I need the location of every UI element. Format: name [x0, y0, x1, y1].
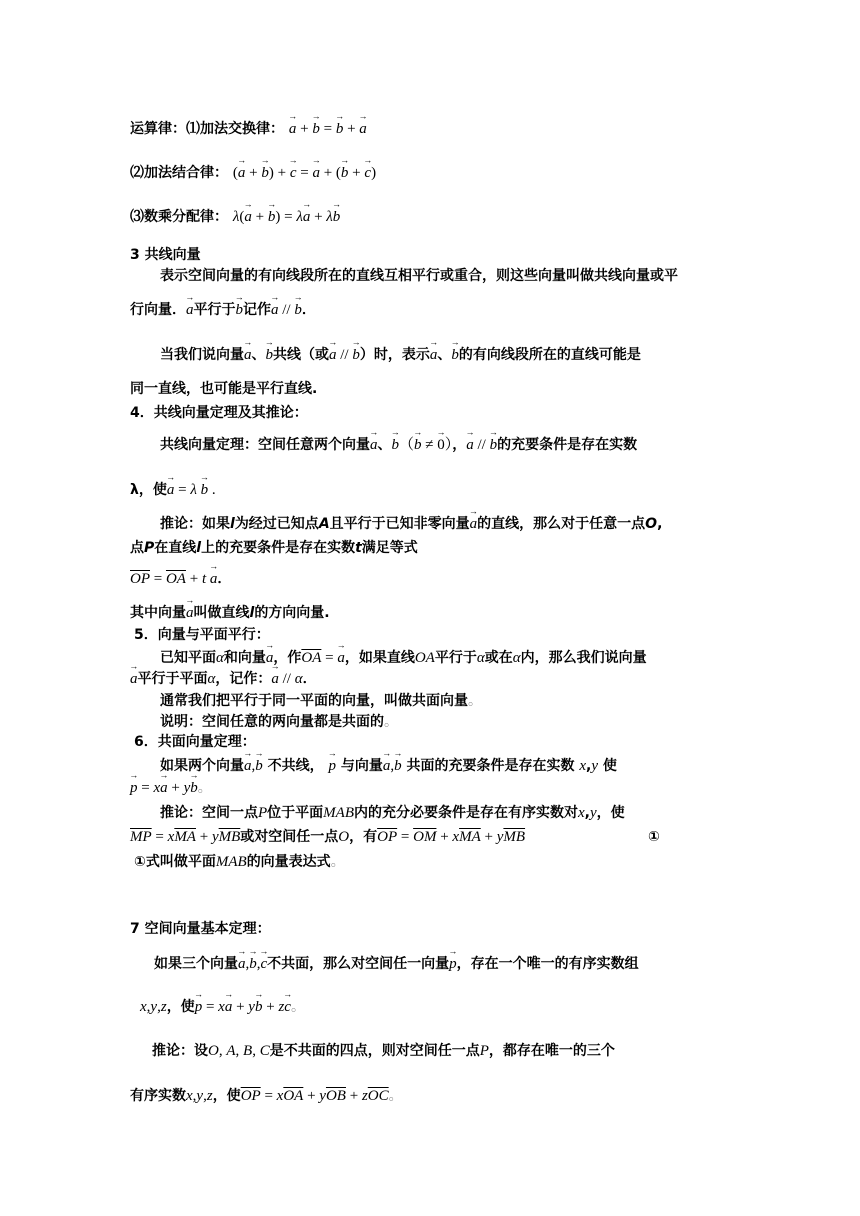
section-4-equation: $\overline{OP} = \overline{OA} + t$ a →．	[130, 570, 231, 588]
section-7-corollary-line2: 有序实数x,y,z，使$\overline{OP} = x\overline{OA} + y\overline{OB} + z\overline{OC}$。	[130, 1088, 403, 1104]
section-5-para2: 通常我们把平行于同一平面的向量，叫做共面向量。	[160, 693, 482, 709]
section-6-theorem-line1: 如果两个向量a →,b → 不共线， p → 与向量a →,b → 共面的充要条件是存在实数 x,y 使	[160, 757, 617, 775]
section-6-corollary-line1: 推论：空间一点P位于平面MAB内的充分必要条件是存在有序实数对x,y，使	[160, 805, 625, 821]
section-5-title: 5．向量与平面平行：	[134, 627, 270, 643]
section-4-theorem-line1: 共线向量定理：空间任意两个向量a →、b →（b → ≠ 0 →），a → // b →的充要条件是存在实数	[160, 436, 637, 454]
section-6-expression-note: ①式叫做平面MAB的向量表达式。	[134, 854, 345, 870]
section-7-theorem-line1: 如果三个向量a →,b →,c →不共面，那么对空间任一向量p →，存在一个唯一的有序实数组	[154, 955, 639, 973]
section-4-direction-vector: 其中向量a →叫做直线l的方向向量.	[130, 604, 330, 622]
section-7-title: 7 空间向量基本定理：	[130, 921, 271, 937]
section-4-theorem-line2: λ，使a → = λ b → .	[130, 481, 216, 499]
equation-number: ①	[648, 829, 660, 845]
section-4-corollary-line2: 点P在直线l上的充要条件是存在实数t满足等式	[130, 540, 418, 556]
section-3-title: 3 共线向量	[130, 247, 201, 263]
section-5-para1-line2: a →平行于平面α，记作：a → // α．	[130, 670, 317, 688]
section-3-para1-line2: 行向量．a →平行于b →记作a → // b →．	[130, 301, 316, 319]
section-5-para3: 说明：空间任意的两向量都是共面的。	[160, 714, 398, 730]
rule-associative: ⑵加法结合律： (a → + b →) + c → = a → + (b → + c →)	[130, 164, 376, 182]
section-6-title: 6．共面向量定理：	[134, 734, 256, 750]
section-4-title: 4．共线向量定理及其推论：	[130, 405, 308, 421]
rule-commutative: 运算律：⑴加法交换律： a → + b → = b → + a →	[130, 120, 367, 138]
section-5-para1-line1: 已知平面α和向量a →，作$\overline{OA} = a$ →，如果直线OA平行于α或在α内，那么我们说向量	[160, 649, 647, 667]
section-7-theorem-line2: x,y,z，使p → = xa → + yb → + zc →。	[140, 998, 305, 1016]
section-3-para2-line1: 当我们说向量a →、b →共线（或a → // b →）时，表示a →、b →的有向线段所在的直线可能是	[160, 346, 641, 364]
section-3-para1-line1: 表示空间向量的有向线段所在的直线互相平行或重合，则这些向量叫做共线向量或平	[160, 268, 678, 284]
section-4-corollary-line1: 推论：如果l为经过已知点A且平行于已知非零向量a →的直线，那么对于任意一点O,	[160, 515, 662, 533]
section-6-theorem-line2: p → = xa → + yb →。	[130, 779, 212, 797]
section-6-corollary-line2: $\overline{MP} = x\overline{MA} + y\overline{MB}$或对空间任一点O，有$\overline{OP} = \overline{OM} + x\overline{MA} + y\overline{MB}$	[130, 829, 526, 845]
section-7-corollary-line1: 推论：设O, A, B, C是不共面的四点，则对空间任一点P，都存在唯一的三个	[152, 1043, 615, 1059]
rule-distributive: ⑶数乘分配律： λ(a → + b →) = λa → + λb →	[130, 208, 340, 226]
section-3-para2-line2: 同一直线，也可能是平行直线.	[130, 381, 318, 397]
